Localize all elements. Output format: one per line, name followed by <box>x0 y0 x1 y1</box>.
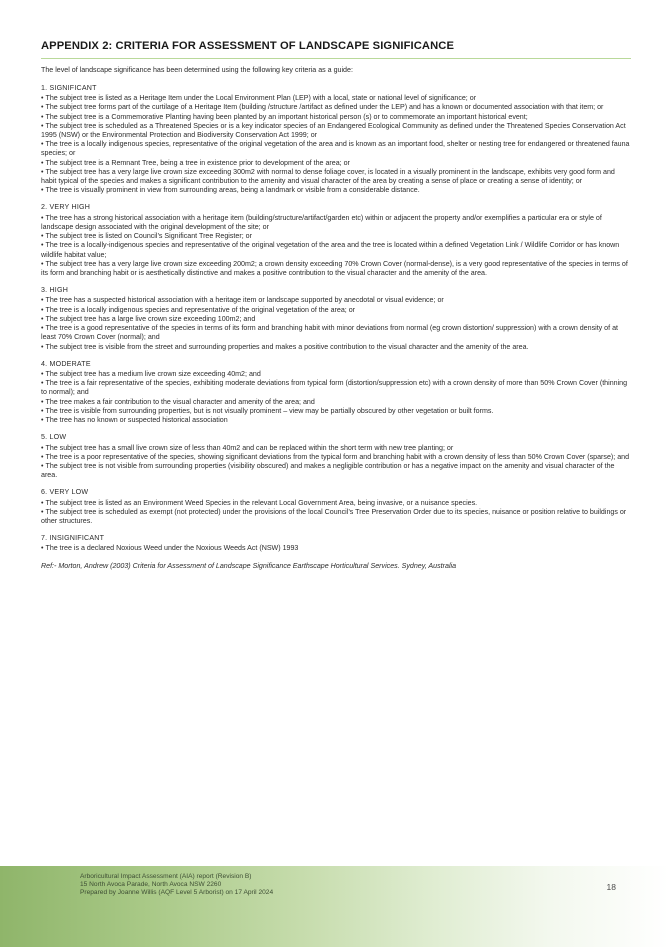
bullet-icon: • <box>41 167 44 176</box>
page-title: APPENDIX 2: CRITERIA FOR ASSESSMENT OF LANDSCAPE SIGNIFICANCE <box>41 40 455 52</box>
criteria-item-text: The tree is visually prominent in view from surrounding areas, being a landmark or visible from a considerable distance. <box>45 186 420 195</box>
bullet-icon: • <box>41 452 44 461</box>
criteria-item <box>41 544 631 553</box>
bullet-icon: • <box>41 416 44 425</box>
criteria-item <box>41 113 631 122</box>
bullet-icon: • <box>41 103 44 112</box>
bullet-icon: • <box>41 406 44 415</box>
criteria-section <box>41 433 631 480</box>
criteria-item-text: The subject tree is a Commemorative Planting having been planted by an important historical person (s) or to commemorate an important historical event; <box>45 112 528 121</box>
criteria-item-text: The tree is a fair representative of the species, exhibiting moderate deviations from typical form (distortion/suppression etc) with a crown density of more than 50% Crown Cover (thinning to normal); and <box>41 379 628 397</box>
criteria-item-text: The tree is a locally indigenous species and representative of the original vegetation of the area; or <box>45 305 356 314</box>
title-divider <box>41 58 631 59</box>
bullet-icon: • <box>41 314 44 323</box>
footer-text <box>80 873 273 897</box>
bullet-icon: • <box>41 241 44 250</box>
criteria-list <box>41 296 631 351</box>
criteria-item-text: The subject tree is scheduled as exempt (not protected) under the provisions of the local Council’s Tree Preservation Order due to its species, nuisance or position relative to buildings or other structures. <box>41 507 627 526</box>
criteria-item-text: The subject tree has a medium live crown size exceeding 40m2; and <box>45 369 261 378</box>
criteria-item-text: The tree is a good representative of the species in terms of its form and branching habit with minor deviations from normal (eg crown distortion/ suppression) with a crown density of at least 70% Crown Cover (normal); and <box>41 324 618 342</box>
criteria-section <box>41 360 631 426</box>
criteria-item-text: The tree has a strong historical association with a heritage item (building/structure/artifact/garden etc) within or adjacent the property and/or exemplifies a particular era or style of landscape design associated with the original development of the site; or <box>41 213 602 231</box>
criteria-section <box>41 488 631 526</box>
criteria-item <box>41 416 631 425</box>
bullet-icon: • <box>41 232 44 241</box>
bullet-icon: • <box>41 186 44 195</box>
bullet-icon: • <box>41 397 44 406</box>
criteria-item-text: The tree makes a fair contribution to the visual character and amenity of the area; and <box>45 397 315 406</box>
section-heading: 6. VERY LOW <box>41 488 89 497</box>
criteria-list <box>41 370 631 425</box>
page-number: 18 <box>606 882 616 892</box>
criteria-item-text: The tree is a locally indigenous species, representative of the original vegetation of the area and is known as an important food, shelter or nesting tree for endangered or threatened fauna species; or <box>41 140 630 158</box>
criteria-item <box>41 508 631 526</box>
criteria-item-text: The subject tree forms part of the curtilage of a Heritage Item (building /structure /artifact as defined under the LEP) and has a known or documented association with that item; or <box>45 103 604 112</box>
criteria-item-text: The subject tree is listed as an Environment Weed Species in the relevant Local Government Area, being invasive, or a nuisance species. <box>45 498 478 507</box>
criteria-item-text: The subject tree is listed as a Heritage Item under the Local Environment Plan (LEP) with a local, state or national level of significance; or <box>45 94 477 103</box>
bullet-icon: • <box>41 213 44 222</box>
criteria-item <box>41 324 631 342</box>
section-heading: 7. INSIGNIFICANT <box>41 534 105 543</box>
bullet-icon: • <box>41 443 44 452</box>
criteria-item <box>41 214 631 232</box>
criteria-item <box>41 370 631 379</box>
criteria-item-text: The tree is a locally-indigenous species and representative of the original vegetation of the area and the tree is located within a defined Vegetation Link / Wildlife Corridor or has known wildlife habitat value; <box>41 241 620 259</box>
bullet-icon: • <box>41 140 44 149</box>
criteria-item-text: The tree is visible from surrounding properties, but is not visually prominent – view may be partially obscured by other vegetation or built forms. <box>45 406 494 415</box>
criteria-item-text: The subject tree is not visible from surrounding properties (visibility obscured) and makes a negligible contribution or has a negative impact on the amenity and visual character of the area. <box>41 461 615 480</box>
criteria-item <box>41 260 631 278</box>
criteria-item-text: The tree is a poor representative of the species, showing significant deviations from the typical form and branching habit with a crown density of less than 50% Crown Cover (sparse); and <box>45 452 630 461</box>
criteria-item <box>41 499 631 508</box>
criteria-list <box>41 499 631 527</box>
bullet-icon: • <box>41 507 44 516</box>
bullet-icon: • <box>41 342 44 351</box>
reference-text: Ref:- Morton, Andrew (2003) Criteria for Assessment of Landscape Significance Earthscape Horticultural Services. Sydney, Australia <box>41 561 457 570</box>
section-heading: 5. LOW <box>41 433 67 442</box>
criteria-item-text: The tree has no known or suspected historical association <box>45 416 228 425</box>
criteria-item <box>41 232 631 241</box>
criteria-item <box>41 140 631 158</box>
criteria-item <box>41 103 631 112</box>
criteria-list <box>41 214 631 279</box>
criteria-item-text: The subject tree has a large live crown size exceeding 100m2; and <box>45 314 256 323</box>
bullet-icon: • <box>41 461 44 470</box>
criteria-item-text: The subject tree is visible from the street and surrounding properties and makes a positive contribution to the visual character and the amenity of the area. <box>45 342 529 351</box>
footer-line-report: Arboricultural Impact Assessment (AIA) report (Revision B) <box>80 873 252 880</box>
criteria-item <box>41 159 631 168</box>
section-heading: 1. SIGNIFICANT <box>41 83 97 92</box>
footer-line-address: 15 North Avoca Parade, North Avoca NSW 2260 <box>80 881 222 889</box>
criteria-item <box>41 168 631 186</box>
criteria-list <box>41 444 631 481</box>
section-heading: 3. HIGH <box>41 286 69 295</box>
criteria-item-text: The tree is a declared Noxious Weed under the Noxious Weeds Act (NSW) 1993 <box>45 544 299 553</box>
criteria-section <box>41 534 631 553</box>
criteria-item <box>41 379 631 397</box>
intro-text: The level of landscape significance has been determined using the following key criteria as a guide: <box>41 66 353 74</box>
criteria-item <box>41 241 631 259</box>
bullet-icon: • <box>41 324 44 333</box>
criteria-item <box>41 186 631 195</box>
criteria-item <box>41 122 631 140</box>
criteria-item <box>41 94 631 103</box>
bullet-icon: • <box>41 369 44 378</box>
criteria-item <box>41 343 631 352</box>
criteria-item <box>41 306 631 315</box>
section-heading: 2. VERY HIGH <box>41 203 91 212</box>
criteria-item-text: The subject tree is scheduled as a Threatened Species or is a key indicator species of an Endangered Ecological Community as defined under the Threatened Species Conservation Act 1995 (NSW) or the Environmental Protection and Biodiversity Conservation Act 1999; or <box>41 121 626 139</box>
criteria-item <box>41 315 631 324</box>
bullet-icon: • <box>41 296 44 305</box>
bullet-icon: • <box>41 112 44 121</box>
criteria-list <box>41 544 631 553</box>
bullet-icon: • <box>41 498 44 507</box>
bullet-icon: • <box>41 544 44 553</box>
criteria-item <box>41 462 631 480</box>
criteria-sections <box>41 84 631 554</box>
criteria-section <box>41 286 631 352</box>
bullet-icon: • <box>41 121 44 130</box>
criteria-item <box>41 398 631 407</box>
bullet-icon: • <box>41 305 44 314</box>
criteria-item <box>41 407 631 416</box>
criteria-item-text: The subject tree has a very large live crown size exceeding 200m2; a crown density exceeding 70% Crown Cover (normal-dense), is a very good representative of the species in terms of its form and branching habit or is aesthetically distinctive and makes a positive contribution to the visual character and the amenity of the area. <box>41 259 628 278</box>
bullet-icon: • <box>41 259 44 268</box>
criteria-item-text: The subject tree is a Remnant Tree, being a tree in existence prior to development of the area; or <box>45 158 350 167</box>
criteria-item-text: The subject tree is listed on Council’s Significant Tree Register; or <box>45 232 252 241</box>
criteria-item <box>41 453 631 462</box>
criteria-item <box>41 444 631 453</box>
bullet-icon: • <box>41 158 44 167</box>
criteria-section <box>41 203 631 278</box>
criteria-item-text: The subject tree has a very large live crown size exceeding 300m2 with normal to dense foliage cover, is located in a visually prominent in the landscape, exhibits very good form and habit typical of the species and makes a significant contribution to the amenity and visual character of the area by creating a sense of place or creating a sense of identity; or <box>41 167 615 186</box>
criteria-item-text: The subject tree has a small live crown size of less than 40m2 and can be replaced within the short term with new tree planting; or <box>45 443 454 452</box>
criteria-list <box>41 94 631 195</box>
section-heading: 4. MODERATE <box>41 359 91 368</box>
criteria-item-text: The tree has a suspected historical association with a heritage item or landscape supported by anecdotal or visual evidence; or <box>45 296 444 305</box>
criteria-item <box>41 296 631 305</box>
footer-line-author: Prepared by Joanne Willis (AQF Level 5 Arborist) on 17 April 2024 <box>80 889 274 897</box>
bullet-icon: • <box>41 94 44 103</box>
page-footer <box>0 866 670 947</box>
criteria-section <box>41 84 631 196</box>
bullet-icon: • <box>41 379 44 388</box>
document-page <box>41 40 631 577</box>
